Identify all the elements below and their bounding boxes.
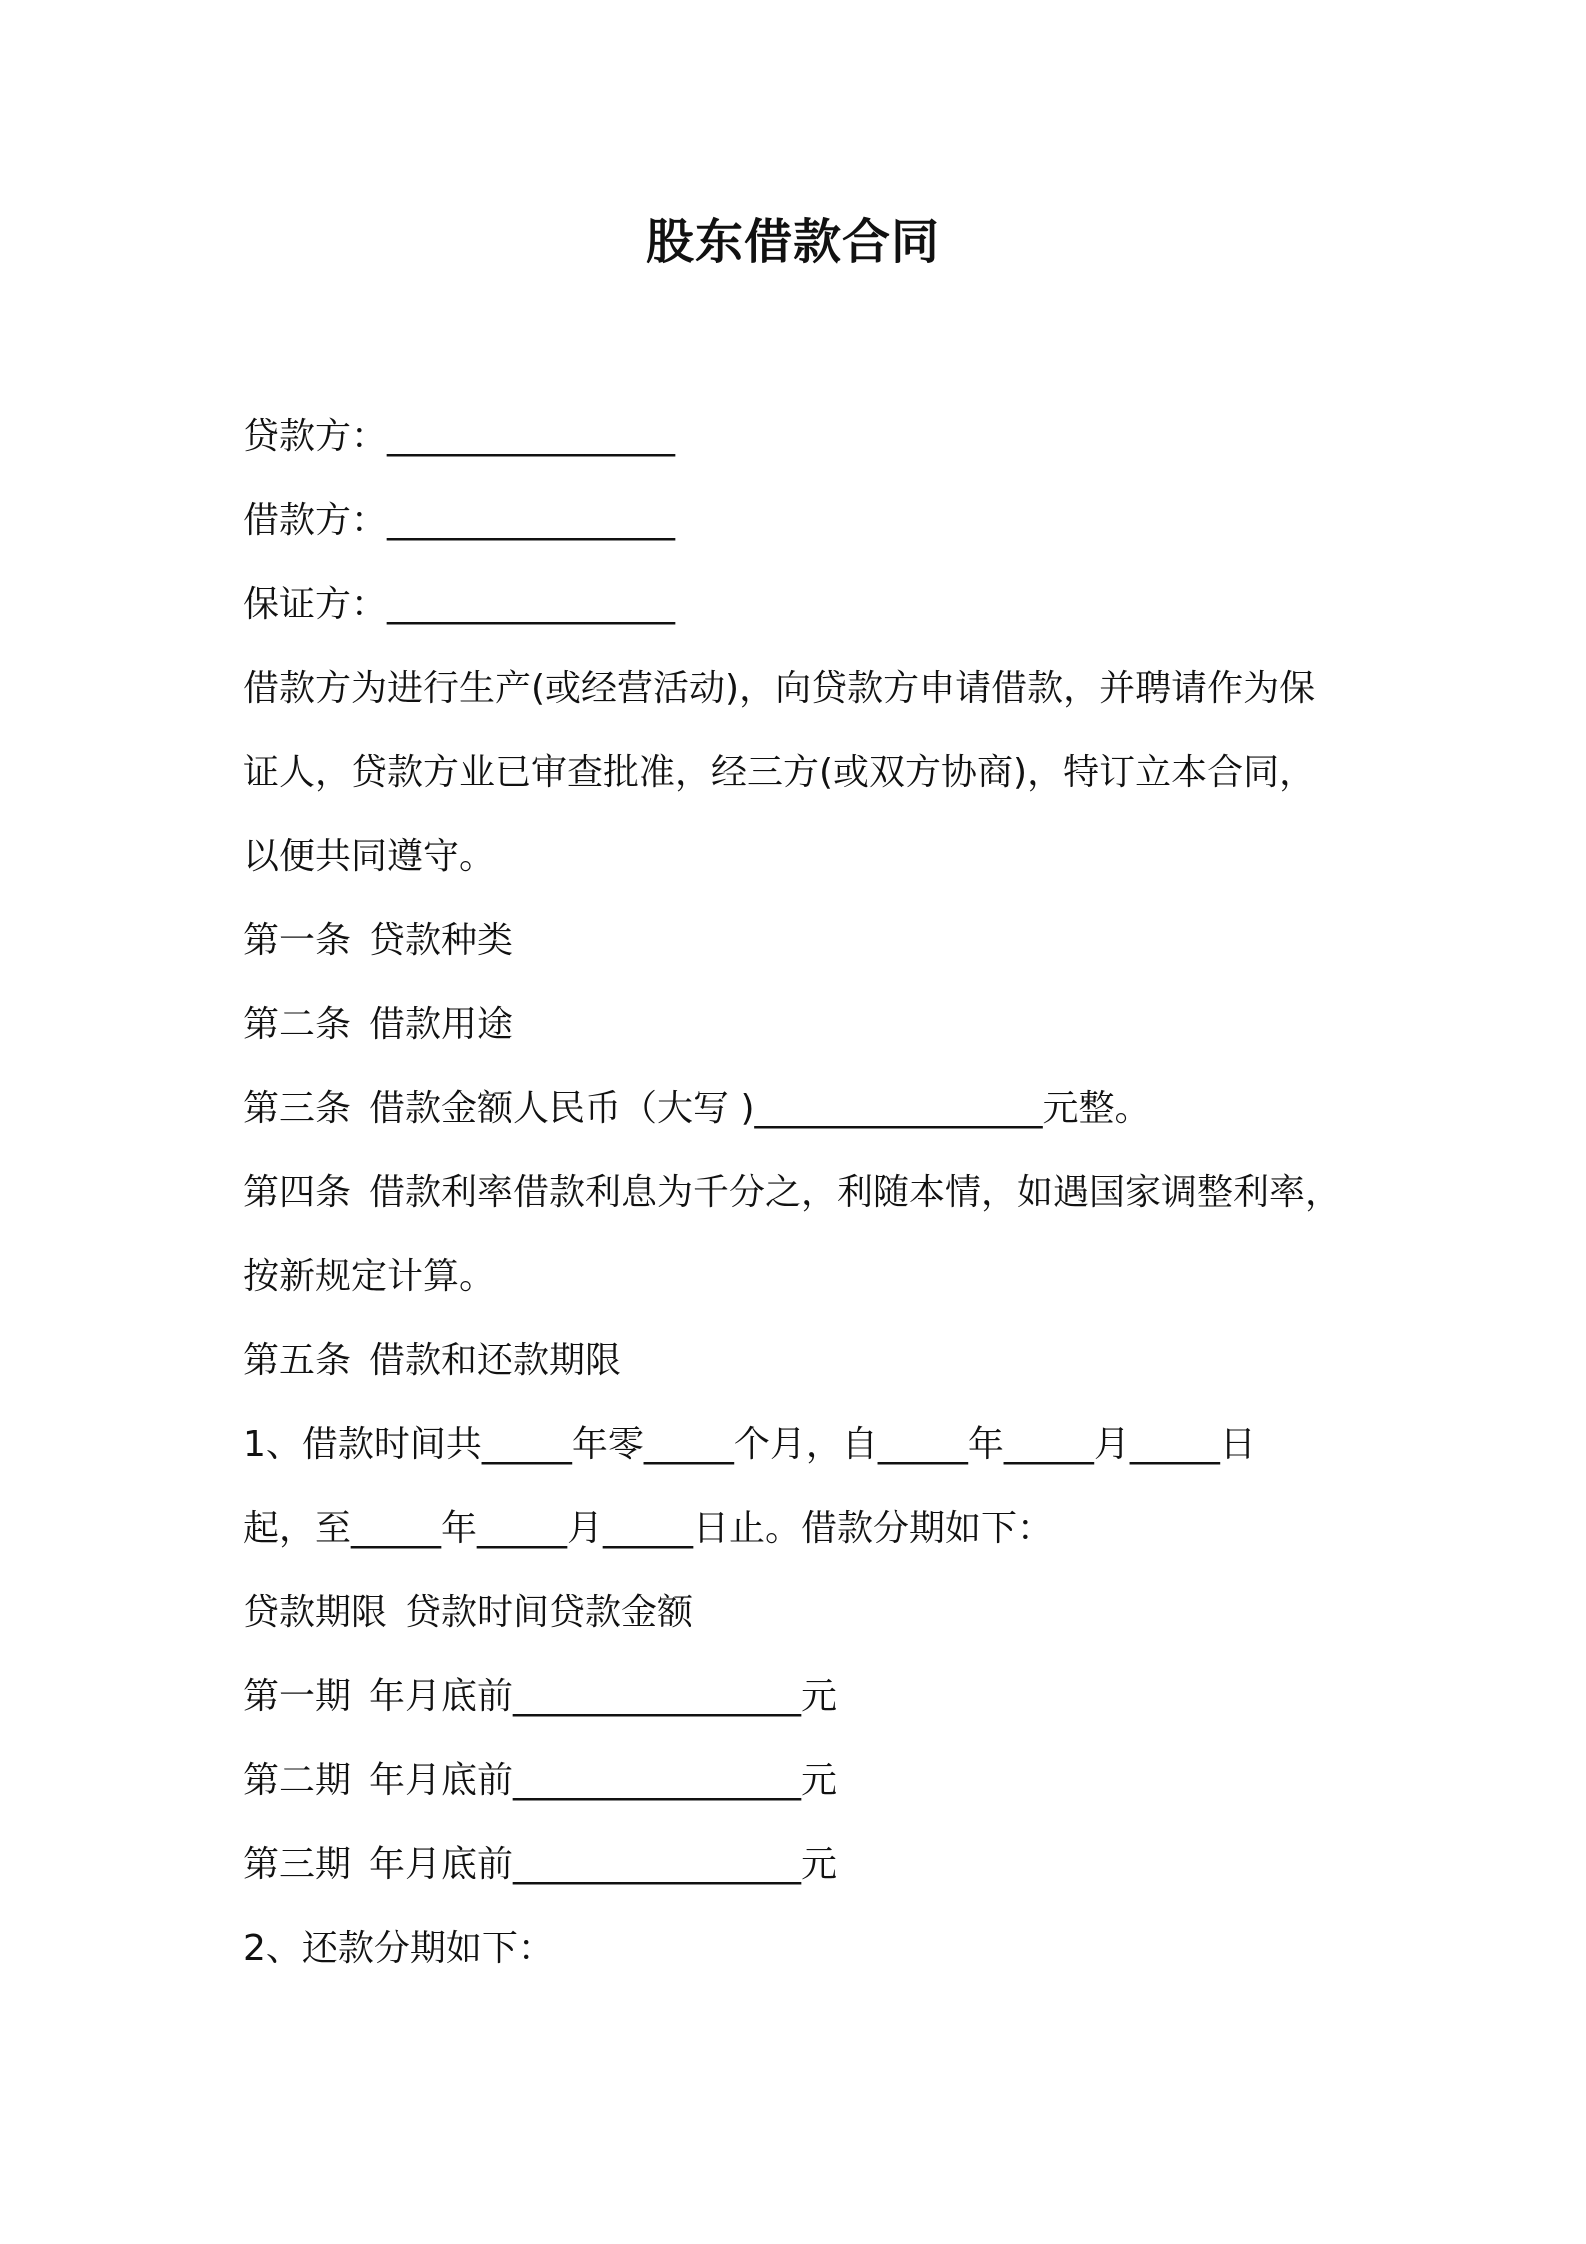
installment-text: 年月底前________________元 [369, 1676, 838, 1717]
article-text: 借款利率借款利息为千分之，利随本情，如遇国家调整利率， [369, 1172, 1342, 1213]
article-number: 第五条 [243, 1340, 352, 1381]
clause-1-line-1: 1、借款时间共_____年零_____个月，自_____年_____月_____日 [243, 1424, 1256, 1465]
clause-2: 2、还款分期如下： [243, 1928, 554, 1969]
installment-row [243, 1673, 837, 1721]
article-4 [243, 1169, 1341, 1217]
installment-text: 年月底前________________元 [369, 1760, 838, 1801]
article-text: 借款金额人民币（大写 )________________元整。 [369, 1088, 1151, 1129]
column-header-time-amount: 贷款时间贷款金额 [405, 1592, 694, 1633]
installment-period: 第一期 [243, 1676, 352, 1717]
lender-line: 贷款方：________________ [243, 416, 676, 457]
article-number: 第一条 [243, 920, 352, 961]
preamble-line-3: 以便共同遵守。 [243, 836, 496, 877]
article-number: 第三条 [243, 1088, 352, 1129]
article-2 [243, 1001, 513, 1049]
installment-period: 第三期 [243, 1844, 352, 1885]
article-number: 第四条 [243, 1172, 352, 1213]
installment-row [243, 1841, 837, 1889]
guarantor-line: 保证方：________________ [243, 584, 676, 625]
article-text: 借款和还款期限 [369, 1340, 622, 1381]
column-header-period: 贷款期限 [243, 1592, 388, 1633]
borrower-line: 借款方：________________ [243, 500, 676, 541]
installment-table-header [243, 1589, 693, 1637]
installment-period: 第二期 [243, 1760, 352, 1801]
clause-1-line-2: 起，至_____年_____月_____日止。借款分期如下： [243, 1508, 1054, 1549]
article-5 [243, 1337, 621, 1385]
article-text: 贷款种类 [369, 920, 514, 961]
article-number: 第二条 [243, 1004, 352, 1045]
article-3 [243, 1085, 1151, 1133]
preamble-line-2: 证人，贷款方业已审查批准，经三方(或双方协商)，特订立本合同， [243, 752, 1316, 793]
installment-row [243, 1757, 837, 1805]
installment-text: 年月底前________________元 [369, 1844, 838, 1885]
preamble-line-1: 借款方为进行生产(或经营活动)，向贷款方申请借款，并聘请作为保 [243, 668, 1316, 709]
article-text: 借款用途 [369, 1004, 514, 1045]
article-1 [243, 917, 513, 965]
page-title: 股东借款合同 [645, 214, 940, 270]
article-4-continued: 按新规定计算。 [243, 1256, 496, 1297]
